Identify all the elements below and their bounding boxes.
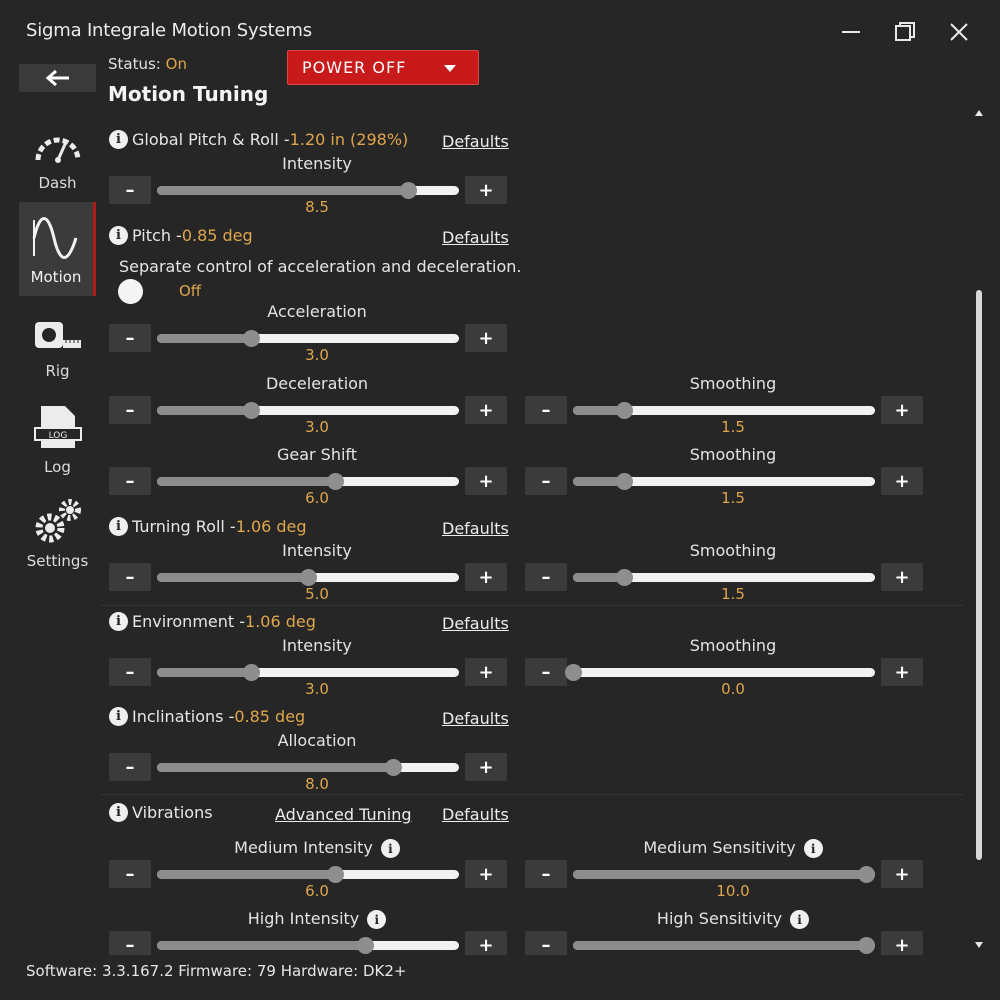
slider-thumb[interactable] (858, 937, 875, 954)
slider-value: 0.0 (721, 680, 745, 698)
section-title: Global Pitch & Roll - (132, 130, 290, 149)
close-icon (948, 21, 970, 43)
slider-label-text: Intensity (282, 541, 352, 560)
slider-thumb[interactable] (400, 182, 417, 199)
slider-medium-sensitivity[interactable] (525, 838, 923, 900)
section-title: Turning Roll - (132, 517, 236, 536)
increment-button[interactable]: + (881, 396, 923, 424)
slider-deceleration[interactable] (109, 374, 507, 436)
divider (100, 794, 964, 795)
slider-deceleration-smoothing[interactable] (525, 374, 923, 436)
slider-label (109, 302, 525, 321)
slider-thumb[interactable] (357, 937, 374, 954)
decrement-button[interactable]: – (109, 176, 151, 204)
gauge-icon (32, 128, 84, 166)
defaults-link[interactable]: Defaults (442, 519, 509, 538)
decrement-button[interactable]: – (109, 467, 151, 495)
slider-environment-intensity[interactable] (109, 636, 507, 698)
slider-fill (157, 406, 251, 415)
title-bar (0, 0, 1000, 50)
slider-thumb[interactable] (243, 402, 260, 419)
slider-value: 6.0 (305, 489, 329, 507)
sidebar-item-label: Log (44, 458, 71, 476)
slider-track[interactable] (573, 668, 875, 677)
sidebar-item-label: Rig (45, 362, 70, 380)
slider-thumb[interactable] (616, 402, 633, 419)
decrement-button[interactable]: – (109, 658, 151, 686)
decrement-button[interactable]: – (109, 563, 151, 591)
increment-button[interactable]: + (881, 931, 923, 955)
sidebar-item-label: Motion (30, 268, 82, 286)
slider-label (109, 909, 525, 929)
defaults-link[interactable]: Defaults (442, 709, 509, 728)
slider-fill (157, 668, 251, 677)
slider-global-intensity[interactable] (109, 154, 507, 216)
back-arrow-icon (45, 69, 71, 87)
slider-thumb[interactable] (385, 759, 402, 776)
svg-text:LOG: LOG (48, 431, 67, 441)
defaults-link[interactable]: Defaults (442, 805, 509, 824)
decrement-button[interactable]: – (109, 860, 151, 888)
status-label: Status: (108, 55, 161, 73)
slider-value: 3.0 (305, 680, 329, 698)
sidebar-item-settings[interactable] (19, 486, 96, 580)
slider-thumb[interactable] (565, 664, 582, 681)
decrement-button[interactable]: – (109, 753, 151, 781)
section-pitch (109, 226, 253, 245)
power-off-label: POWER OFF (302, 58, 407, 77)
slider-thumb[interactable] (616, 473, 633, 490)
section-inclinations (109, 707, 305, 726)
slider-track[interactable] (573, 406, 875, 415)
slider-value: 6.0 (305, 882, 329, 900)
scroll-thumb[interactable] (976, 290, 982, 860)
info-icon[interactable]: i (109, 226, 128, 245)
slider-turning-intensity[interactable] (109, 541, 507, 603)
slider-label (525, 374, 941, 393)
restore-icon (893, 20, 917, 44)
slider-track[interactable] (573, 477, 875, 486)
decrement-button[interactable]: – (525, 396, 567, 424)
advanced-tuning-link[interactable]: Advanced Tuning (275, 805, 412, 824)
slider-label-text: Deceleration (265, 374, 369, 393)
section-value: 1.20 in (298%) (289, 130, 409, 149)
info-icon[interactable]: i (381, 839, 400, 858)
separate-control-label: Separate control of acceleration and deceleration. (119, 257, 522, 276)
slider-fill (157, 941, 365, 950)
slider-label-text: High Sensitivity (656, 909, 783, 928)
section-value: 1.06 deg (235, 517, 307, 536)
increment-button[interactable]: + (465, 658, 507, 686)
info-icon[interactable]: i (109, 612, 128, 631)
scroll-up-icon[interactable] (975, 110, 983, 116)
slider-label-text: Medium Intensity (234, 838, 373, 857)
defaults-link[interactable]: Defaults (442, 614, 509, 633)
slider-label-text: Intensity (282, 636, 352, 655)
slider-label (525, 445, 941, 464)
increment-button[interactable]: + (465, 324, 507, 352)
increment-button[interactable]: + (881, 467, 923, 495)
section-vibrations (109, 803, 213, 822)
slider-label-text: Smoothing (689, 541, 777, 560)
separate-control-toggle[interactable] (118, 279, 143, 304)
increment-button[interactable]: + (465, 396, 507, 424)
slider-environment-smoothing[interactable] (525, 636, 923, 698)
increment-button[interactable]: + (465, 931, 507, 955)
slider-track[interactable] (157, 870, 459, 879)
slider-label-text: Gear Shift (276, 445, 358, 464)
status-value: On (165, 55, 187, 73)
section-value: 0.85 deg (234, 707, 306, 726)
slider-thumb[interactable] (327, 866, 344, 883)
slider-track[interactable] (573, 941, 875, 950)
slider-fill (157, 573, 308, 582)
slider-fill (157, 334, 251, 343)
info-icon[interactable]: i (367, 910, 386, 929)
page-title: Motion Tuning (108, 82, 269, 106)
toggle-state: Off (179, 282, 202, 300)
section-title: Pitch - (132, 226, 182, 245)
log-file-icon (33, 404, 83, 450)
increment-button[interactable]: + (465, 563, 507, 591)
slider-label-text: Allocation (277, 731, 357, 750)
increment-button[interactable]: + (465, 753, 507, 781)
slider-track[interactable] (157, 763, 459, 772)
decrement-button[interactable]: – (109, 931, 151, 955)
increment-button[interactable]: + (465, 467, 507, 495)
tape-measure-icon (33, 318, 83, 354)
slider-label (109, 636, 525, 655)
slider-label (109, 445, 525, 464)
slider-track[interactable] (157, 406, 459, 415)
section-global-pitch-roll (109, 130, 408, 149)
section-title: Inclinations - (132, 707, 235, 726)
slider-label (109, 374, 525, 393)
slider-label-text: Smoothing (689, 374, 777, 393)
decrement-button[interactable]: – (109, 324, 151, 352)
slider-label (109, 838, 525, 858)
slider-value: 3.0 (305, 346, 329, 364)
maximize-button[interactable] (885, 14, 925, 50)
close-button[interactable] (939, 14, 979, 50)
vertical-scrollbar[interactable] (970, 100, 990, 955)
slider-gear-shift-smoothing[interactable] (525, 445, 923, 507)
slider-value: 5.0 (305, 585, 329, 603)
slider-value: 1.5 (721, 489, 745, 507)
slider-track[interactable] (157, 477, 459, 486)
slider-label (525, 541, 941, 560)
power-off-button[interactable] (287, 50, 479, 85)
slider-thumb[interactable] (616, 569, 633, 586)
slider-track[interactable] (157, 573, 459, 582)
info-icon[interactable]: i (804, 839, 823, 858)
slider-label (109, 541, 525, 560)
slider-turning-smoothing[interactable] (525, 541, 923, 603)
slider-value: 10.0 (716, 882, 750, 900)
slider-value: 1.5 (721, 585, 745, 603)
slider-value: 8.5 (305, 198, 329, 216)
slider-label-text: Medium Sensitivity (643, 838, 796, 857)
slider-high-intensity[interactable] (109, 909, 507, 955)
slider-fill (573, 870, 866, 879)
slider-thumb[interactable] (858, 866, 875, 883)
slider-track[interactable] (573, 870, 875, 879)
slider-high-sensitivity[interactable] (525, 909, 923, 955)
scroll-down-icon[interactable] (975, 942, 983, 948)
slider-thumb[interactable] (243, 664, 260, 681)
slider-fill (157, 477, 335, 486)
decrement-button[interactable]: – (525, 658, 567, 686)
slider-allocation[interactable] (109, 731, 507, 793)
slider-label (109, 731, 525, 750)
slider-fill (157, 186, 408, 195)
divider (100, 605, 964, 606)
sidebar-item-dash[interactable] (19, 108, 96, 202)
increment-button[interactable]: + (881, 563, 923, 591)
section-title: Vibrations (132, 803, 213, 822)
slider-track[interactable] (157, 186, 459, 195)
section-title: Environment - (132, 612, 246, 631)
increment-button[interactable]: + (465, 860, 507, 888)
slider-label-text: Intensity (282, 154, 352, 173)
increment-button[interactable]: + (881, 658, 923, 686)
sidebar-item-log[interactable] (19, 392, 96, 486)
wave-icon (30, 216, 82, 260)
section-turning-roll (109, 517, 307, 536)
back-button[interactable] (19, 64, 96, 92)
defaults-link[interactable]: Defaults (442, 228, 509, 247)
slider-label-text: Smoothing (689, 445, 777, 464)
section-value: 0.85 deg (181, 226, 253, 245)
sidebar-item-label: Dash (38, 174, 77, 192)
info-icon[interactable]: i (109, 517, 128, 536)
info-icon[interactable]: i (109, 130, 128, 149)
window-title: Sigma Integrale Motion Systems (26, 20, 312, 41)
sidebar (0, 50, 100, 950)
info-icon[interactable]: i (790, 910, 809, 929)
info-icon[interactable]: i (109, 707, 128, 726)
section-value: 1.06 deg (245, 612, 316, 631)
slider-gear-shift[interactable] (109, 445, 507, 507)
version-info: Software: 3.3.167.2 Firmware: 79 Hardware: DK2+ (26, 962, 407, 980)
slider-acceleration[interactable] (109, 302, 507, 364)
gears-icon (32, 496, 84, 544)
decrement-button[interactable]: – (525, 860, 567, 888)
minimize-icon (840, 21, 862, 43)
sidebar-item-rig[interactable] (19, 296, 96, 390)
chevron-down-icon (444, 65, 456, 72)
slider-thumb[interactable] (243, 330, 260, 347)
decrement-button[interactable]: – (109, 396, 151, 424)
slider-fill (157, 763, 393, 772)
info-icon[interactable]: i (109, 803, 128, 822)
motion-tuning-panel (100, 100, 970, 955)
slider-label (525, 909, 941, 929)
slider-value: 8.0 (305, 775, 329, 793)
slider-label-text: Smoothing (689, 636, 777, 655)
slider-track[interactable] (573, 573, 875, 582)
slider-fill (157, 870, 335, 879)
defaults-link[interactable]: Defaults (442, 132, 509, 151)
slider-track[interactable] (157, 668, 459, 677)
slider-thumb[interactable] (300, 569, 317, 586)
slider-label (109, 154, 525, 173)
slider-label (525, 838, 941, 858)
minimize-button[interactable] (831, 14, 871, 50)
slider-value: 1.5 (721, 418, 745, 436)
slider-track[interactable] (157, 334, 459, 343)
increment-button[interactable]: + (881, 860, 923, 888)
decrement-button[interactable]: – (525, 563, 567, 591)
decrement-button[interactable]: – (525, 467, 567, 495)
status-line (108, 55, 187, 73)
slider-thumb[interactable] (327, 473, 344, 490)
slider-fill (573, 941, 866, 950)
slider-medium-intensity[interactable] (109, 838, 507, 900)
slider-value: 3.0 (305, 418, 329, 436)
slider-track[interactable] (157, 941, 459, 950)
slider-label-text: High Intensity (247, 909, 360, 928)
section-environment (109, 612, 316, 631)
sidebar-item-motion[interactable] (19, 202, 96, 296)
slider-label-text: Acceleration (267, 302, 367, 321)
slider-label (525, 636, 941, 655)
sidebar-item-label: Settings (26, 552, 89, 570)
increment-button[interactable]: + (465, 176, 507, 204)
decrement-button[interactable]: – (525, 931, 567, 955)
